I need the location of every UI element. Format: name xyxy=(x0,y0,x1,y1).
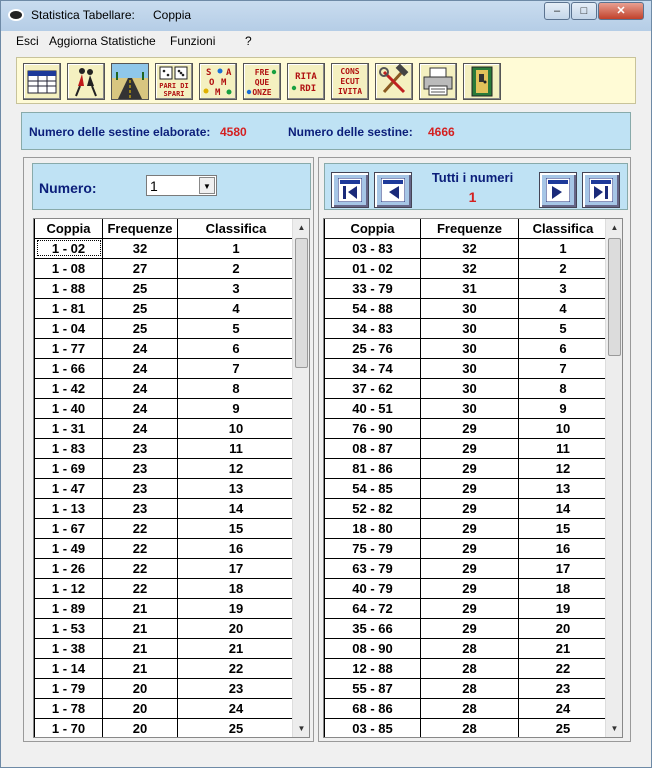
table-row[interactable] xyxy=(35,398,295,418)
cell-classifica[interactable]: 5 xyxy=(178,318,295,338)
cell-classifica[interactable]: 21 xyxy=(519,638,608,658)
svg-text:M: M xyxy=(215,88,221,98)
cell-coppia[interactable]: 1 - 83 xyxy=(35,438,103,458)
cell-classifica[interactable]: 24 xyxy=(178,698,295,718)
minimize-button[interactable]: – xyxy=(544,2,570,20)
cell-frequenze[interactable]: 20 xyxy=(103,718,178,738)
table-row[interactable] xyxy=(35,518,295,538)
cell-frequenze[interactable]: 29 xyxy=(421,458,519,478)
table-row[interactable] xyxy=(35,698,295,718)
scroll-up-icon[interactable]: ▲ xyxy=(610,223,619,232)
cell-coppia[interactable]: 40 - 79 xyxy=(325,578,421,598)
cell-frequenze[interactable]: 29 xyxy=(421,478,519,498)
table-row[interactable] xyxy=(325,638,608,658)
menu-aggiorna-statistiche[interactable]: Aggiorna Statistiche xyxy=(49,34,156,48)
cell-coppia[interactable]: 33 - 79 xyxy=(325,278,421,298)
last-page-icon xyxy=(589,178,613,202)
cell-frequenze[interactable]: 29 xyxy=(421,558,519,578)
cell-frequenze[interactable]: 22 xyxy=(103,518,178,538)
table-row[interactable] xyxy=(35,538,295,558)
cell-coppia[interactable]: 54 - 88 xyxy=(325,298,421,318)
table-row[interactable] xyxy=(325,358,608,378)
cell-classifica[interactable]: 23 xyxy=(519,678,608,698)
cell-classifica[interactable]: 4 xyxy=(519,298,608,318)
elaborate-value: 4580 xyxy=(220,125,247,139)
cell-classifica[interactable]: 22 xyxy=(519,658,608,678)
cell-classifica[interactable]: 22 xyxy=(178,658,295,678)
cell-coppia[interactable]: 75 - 79 xyxy=(325,538,421,558)
table-row[interactable] xyxy=(325,338,608,358)
cell-coppia[interactable]: 64 - 72 xyxy=(325,598,421,618)
frequenze-tool[interactable] xyxy=(243,63,281,100)
table-row[interactable] xyxy=(325,278,608,298)
cell-classifica[interactable]: 10 xyxy=(178,418,295,438)
table-row[interactable] xyxy=(325,378,608,398)
cell-classifica[interactable]: 6 xyxy=(519,338,608,358)
cell-frequenze[interactable]: 25 xyxy=(103,298,178,318)
cell-frequenze[interactable]: 25 xyxy=(103,278,178,298)
cell-coppia[interactable]: 1 - 67 xyxy=(35,518,103,538)
cell-classifica[interactable]: 17 xyxy=(519,558,608,578)
left-grid xyxy=(33,218,310,738)
cell-coppia[interactable]: 1 - 70 xyxy=(35,718,103,738)
numero-box xyxy=(32,163,311,210)
first-button[interactable] xyxy=(331,172,369,208)
dancers-icon xyxy=(68,64,104,99)
table-row[interactable] xyxy=(325,538,608,558)
cell-coppia[interactable]: 54 - 85 xyxy=(325,478,421,498)
nav-title: Tutti i numeri xyxy=(431,170,514,185)
door-exit-icon xyxy=(464,64,500,99)
table-row[interactable] xyxy=(35,578,295,598)
cell-frequenze[interactable]: 28 xyxy=(421,698,519,718)
scroll-thumb[interactable] xyxy=(295,238,308,368)
cell-coppia[interactable]: 08 - 87 xyxy=(325,438,421,458)
svg-text:S: S xyxy=(206,68,212,78)
column-header-coppia[interactable]: Coppia xyxy=(35,219,103,238)
cell-coppia[interactable]: 1 - 77 xyxy=(35,338,103,358)
toolbar xyxy=(16,57,636,104)
cell-coppia[interactable]: 34 - 83 xyxy=(325,318,421,338)
cell-frequenze[interactable]: 24 xyxy=(103,378,178,398)
scroll-down-icon[interactable]: ▼ xyxy=(610,724,619,733)
cell-classifica[interactable]: 24 xyxy=(519,698,608,718)
svg-text:O: O xyxy=(209,78,215,88)
cell-classifica[interactable]: 2 xyxy=(178,258,295,278)
cell-coppia[interactable]: 03 - 85 xyxy=(325,718,421,738)
cell-frequenze[interactable]: 30 xyxy=(421,398,519,418)
cell-coppia[interactable]: 68 - 86 xyxy=(325,698,421,718)
cell-coppia[interactable]: 40 - 51 xyxy=(325,398,421,418)
cell-coppia[interactable]: 35 - 66 xyxy=(325,618,421,638)
cell-classifica[interactable]: 17 xyxy=(178,558,295,578)
right-panel xyxy=(318,157,631,742)
numero-select[interactable] xyxy=(146,175,217,196)
cell-frequenze[interactable]: 29 xyxy=(421,598,519,618)
cell-frequenze[interactable]: 21 xyxy=(103,618,178,638)
cell-coppia[interactable]: 1 - 26 xyxy=(35,558,103,578)
column-header-frequenze[interactable]: Frequenze xyxy=(421,219,519,238)
table-row[interactable] xyxy=(325,678,608,698)
cell-frequenze[interactable]: 25 xyxy=(103,318,178,338)
table-row[interactable] xyxy=(325,258,608,278)
cell-coppia[interactable]: 1 - 79 xyxy=(35,678,103,698)
first-page-icon xyxy=(338,178,362,202)
cell-classifica[interactable]: 18 xyxy=(519,578,608,598)
table-row[interactable] xyxy=(35,338,295,358)
print-tool[interactable] xyxy=(419,63,457,100)
cell-frequenze[interactable]: 30 xyxy=(421,318,519,338)
table-row[interactable] xyxy=(325,718,608,738)
svg-text:IVITA: IVITA xyxy=(337,87,363,96)
cell-classifica[interactable]: 15 xyxy=(519,518,608,538)
cell-coppia[interactable]: 1 - 47 xyxy=(35,478,103,498)
cell-coppia[interactable]: 1 - 38 xyxy=(35,638,103,658)
cell-frequenze[interactable]: 32 xyxy=(421,238,519,258)
cell-frequenze[interactable]: 29 xyxy=(421,438,519,458)
table-row[interactable] xyxy=(325,558,608,578)
cell-classifica[interactable]: 1 xyxy=(178,238,295,258)
table-row[interactable] xyxy=(325,458,608,478)
sestine-value: 4666 xyxy=(428,125,455,139)
ritardi-icon xyxy=(288,64,324,99)
table-row[interactable] xyxy=(325,438,608,458)
table-row[interactable] xyxy=(325,598,608,618)
cell-classifica[interactable]: 13 xyxy=(519,478,608,498)
frequenze-icon xyxy=(244,64,280,99)
cell-frequenze[interactable]: 23 xyxy=(103,478,178,498)
cell-classifica[interactable]: 2 xyxy=(519,258,608,278)
next-icon xyxy=(546,178,570,202)
column-header-frequenze[interactable]: Frequenze xyxy=(103,219,178,238)
cell-frequenze[interactable]: 30 xyxy=(421,358,519,378)
consecutivita-tool[interactable] xyxy=(331,63,369,100)
cell-coppia[interactable]: 1 - 42 xyxy=(35,378,103,398)
cell-classifica[interactable]: 19 xyxy=(519,598,608,618)
numero-label: Numero: xyxy=(39,180,97,196)
cell-frequenze[interactable]: 28 xyxy=(421,678,519,698)
table-row[interactable] xyxy=(35,418,295,438)
previous-button[interactable] xyxy=(374,172,412,208)
table-row[interactable] xyxy=(325,398,608,418)
scroll-thumb[interactable] xyxy=(608,238,621,356)
cell-classifica[interactable]: 7 xyxy=(178,358,295,378)
cell-coppia[interactable]: 1 - 53 xyxy=(35,618,103,638)
cell-frequenze[interactable]: 23 xyxy=(103,458,178,478)
cell-frequenze[interactable]: 24 xyxy=(103,398,178,418)
cell-frequenze[interactable]: 22 xyxy=(103,578,178,598)
table-row[interactable] xyxy=(35,638,295,658)
cell-frequenze[interactable]: 32 xyxy=(421,258,519,278)
road-icon xyxy=(112,64,148,99)
somma-tool[interactable] xyxy=(199,63,237,100)
cell-coppia[interactable]: 1 - 40 xyxy=(35,398,103,418)
cell-classifica[interactable]: 10 xyxy=(519,418,608,438)
table-row[interactable] xyxy=(35,238,295,258)
scroll-up-icon[interactable]: ▲ xyxy=(297,223,306,232)
cell-classifica[interactable]: 25 xyxy=(178,718,295,738)
menu-esci[interactable]: Esci xyxy=(16,34,39,48)
nav-box xyxy=(324,163,628,210)
cell-coppia[interactable]: 76 - 90 xyxy=(325,418,421,438)
cell-frequenze[interactable]: 28 xyxy=(421,638,519,658)
cell-frequenze[interactable]: 28 xyxy=(421,718,519,738)
cell-classifica[interactable]: 4 xyxy=(178,298,295,318)
table-row[interactable] xyxy=(35,498,295,518)
svg-text:ONZE: ONZE xyxy=(252,88,272,97)
cell-frequenze[interactable]: 24 xyxy=(103,418,178,438)
cell-coppia[interactable]: 1 - 08 xyxy=(35,258,103,278)
cell-coppia[interactable]: 1 - 66 xyxy=(35,358,103,378)
svg-text:FRE: FRE xyxy=(254,68,270,77)
table-row[interactable] xyxy=(35,618,295,638)
table-row[interactable] xyxy=(35,438,295,458)
cell-frequenze[interactable]: 23 xyxy=(103,438,178,458)
close-button[interactable]: ✕ xyxy=(598,2,644,20)
cell-classifica[interactable]: 12 xyxy=(178,458,295,478)
table-row[interactable] xyxy=(35,318,295,338)
cell-coppia[interactable]: 63 - 79 xyxy=(325,558,421,578)
dance-tool[interactable] xyxy=(67,63,105,100)
cell-coppia[interactable]: 34 - 74 xyxy=(325,358,421,378)
cell-coppia[interactable]: 1 - 78 xyxy=(35,698,103,718)
table-row[interactable] xyxy=(325,618,608,638)
hammer-wrench-icon xyxy=(376,64,412,99)
cell-coppia[interactable]: 08 - 90 xyxy=(325,638,421,658)
table-row[interactable] xyxy=(35,458,295,478)
cell-coppia[interactable]: 12 - 88 xyxy=(325,658,421,678)
cell-frequenze[interactable]: 21 xyxy=(103,638,178,658)
info-bar xyxy=(21,112,631,150)
cell-classifica[interactable]: 20 xyxy=(178,618,295,638)
app-eye-icon xyxy=(8,9,24,21)
table-row[interactable] xyxy=(325,318,608,338)
column-header-classifica[interactable]: Classifica xyxy=(178,219,295,238)
table-tool[interactable] xyxy=(23,63,61,100)
table-row[interactable] xyxy=(35,358,295,378)
cell-coppia[interactable]: 1 - 12 xyxy=(35,578,103,598)
table-row[interactable] xyxy=(35,378,295,398)
svg-text:RITA: RITA xyxy=(295,72,317,82)
table-row[interactable] xyxy=(325,498,608,518)
svg-text:PARI DI: PARI DI xyxy=(159,82,189,90)
road-tool[interactable] xyxy=(111,63,149,100)
cell-coppia[interactable]: 1 - 02 xyxy=(35,238,103,258)
cell-frequenze[interactable]: 27 xyxy=(103,258,178,278)
cell-classifica[interactable]: 20 xyxy=(519,618,608,638)
cell-frequenze[interactable]: 23 xyxy=(103,498,178,518)
table-icon xyxy=(24,64,60,99)
cell-coppia[interactable]: 1 - 81 xyxy=(35,298,103,318)
cell-classifica[interactable]: 1 xyxy=(519,238,608,258)
table-row[interactable] xyxy=(325,298,608,318)
cell-classifica[interactable]: 14 xyxy=(519,498,608,518)
cell-coppia[interactable]: 18 - 80 xyxy=(325,518,421,538)
cell-classifica[interactable]: 9 xyxy=(519,398,608,418)
table-row[interactable] xyxy=(325,418,608,438)
table-row[interactable] xyxy=(35,298,295,318)
table-row[interactable] xyxy=(35,278,295,298)
printer-icon xyxy=(420,64,456,99)
cell-classifica[interactable]: 16 xyxy=(178,538,295,558)
cell-coppia[interactable]: 81 - 86 xyxy=(325,458,421,478)
left-panel xyxy=(23,157,314,742)
cell-classifica[interactable]: 3 xyxy=(178,278,295,298)
table-row[interactable] xyxy=(325,578,608,598)
cell-frequenze[interactable]: 29 xyxy=(421,418,519,438)
cell-classifica[interactable]: 11 xyxy=(178,438,295,458)
svg-text:M: M xyxy=(221,78,227,88)
menu-funzioni[interactable]: Funzioni xyxy=(170,34,216,48)
table-row[interactable] xyxy=(325,478,608,498)
cell-coppia[interactable]: 1 - 31 xyxy=(35,418,103,438)
next-button[interactable] xyxy=(539,172,577,208)
window-title: Statistica Tabellare: xyxy=(31,8,135,22)
cell-classifica[interactable]: 7 xyxy=(519,358,608,378)
cell-coppia[interactable]: 1 - 04 xyxy=(35,318,103,338)
cell-classifica[interactable]: 21 xyxy=(178,638,295,658)
svg-text:RDI: RDI xyxy=(299,84,317,94)
table-row[interactable] xyxy=(35,678,295,698)
cell-frequenze[interactable]: 29 xyxy=(421,518,519,538)
cell-coppia[interactable]: 55 - 87 xyxy=(325,678,421,698)
cell-classifica[interactable]: 8 xyxy=(178,378,295,398)
consecutivita-icon xyxy=(332,64,368,99)
table-row[interactable] xyxy=(35,558,295,578)
table-row[interactable] xyxy=(35,658,295,678)
svg-text:A: A xyxy=(226,68,232,78)
chevron-down-icon[interactable]: ▼ xyxy=(199,177,215,194)
cell-classifica[interactable]: 5 xyxy=(519,318,608,338)
cell-frequenze[interactable]: 32 xyxy=(103,238,178,258)
cell-classifica[interactable]: 25 xyxy=(519,718,608,738)
table-row[interactable] xyxy=(35,478,295,498)
cell-classifica[interactable]: 15 xyxy=(178,518,295,538)
right-grid xyxy=(323,218,623,738)
cell-classifica[interactable]: 11 xyxy=(519,438,608,458)
table-row[interactable] xyxy=(325,698,608,718)
last-button[interactable] xyxy=(582,172,620,208)
cell-classifica[interactable]: 3 xyxy=(519,278,608,298)
elaborate-label: Numero delle sestine elaborate: xyxy=(29,125,211,139)
menu-bar xyxy=(7,31,647,51)
cell-frequenze[interactable]: 21 xyxy=(103,598,178,618)
table-row[interactable] xyxy=(325,658,608,678)
cell-classifica[interactable]: 6 xyxy=(178,338,295,358)
table-row[interactable] xyxy=(325,238,608,258)
cell-classifica[interactable]: 16 xyxy=(519,538,608,558)
cell-frequenze[interactable]: 30 xyxy=(421,338,519,358)
cell-frequenze[interactable]: 20 xyxy=(103,678,178,698)
cell-frequenze[interactable]: 24 xyxy=(103,338,178,358)
title-bar xyxy=(1,1,651,31)
cell-frequenze[interactable]: 21 xyxy=(103,658,178,678)
cell-coppia[interactable]: 37 - 62 xyxy=(325,378,421,398)
sestine-label: Numero delle sestine: xyxy=(288,125,413,139)
numero-value: 1 xyxy=(150,178,158,194)
cell-frequenze[interactable]: 20 xyxy=(103,698,178,718)
svg-text:QUE: QUE xyxy=(254,78,270,87)
cell-frequenze[interactable]: 30 xyxy=(421,378,519,398)
cell-frequenze[interactable]: 29 xyxy=(421,538,519,558)
table-row[interactable] xyxy=(325,518,608,538)
cell-frequenze[interactable]: 31 xyxy=(421,278,519,298)
table-row[interactable] xyxy=(35,258,295,278)
svg-text:CONS: CONS xyxy=(340,67,360,76)
somma-icon xyxy=(200,64,236,99)
cell-coppia[interactable]: 1 - 88 xyxy=(35,278,103,298)
cell-frequenze[interactable]: 22 xyxy=(103,558,178,578)
cell-coppia[interactable]: 1 - 13 xyxy=(35,498,103,518)
previous-icon xyxy=(381,178,405,202)
cell-frequenze[interactable]: 29 xyxy=(421,618,519,638)
cell-classifica[interactable]: 12 xyxy=(519,458,608,478)
cell-classifica[interactable]: 18 xyxy=(178,578,295,598)
cell-coppia[interactable]: 1 - 14 xyxy=(35,658,103,678)
cell-coppia[interactable]: 1 - 69 xyxy=(35,458,103,478)
cell-frequenze[interactable]: 24 xyxy=(103,358,178,378)
cell-coppia[interactable]: 1 - 89 xyxy=(35,598,103,618)
column-header-coppia[interactable]: Coppia xyxy=(325,219,421,238)
column-header-classifica[interactable]: Classifica xyxy=(519,219,608,238)
nav-value: 1 xyxy=(468,189,477,205)
cell-classifica[interactable]: 23 xyxy=(178,678,295,698)
scroll-down-icon[interactable]: ▼ xyxy=(297,724,306,733)
cell-coppia[interactable]: 03 - 83 xyxy=(325,238,421,258)
cell-classifica[interactable]: 13 xyxy=(178,478,295,498)
ritardi-tool[interactable] xyxy=(287,63,325,100)
cell-coppia[interactable]: 25 - 76 xyxy=(325,338,421,358)
cell-frequenze[interactable]: 29 xyxy=(421,498,519,518)
maximize-button[interactable]: □ xyxy=(571,2,597,20)
exit-tool[interactable] xyxy=(463,63,501,100)
cell-classifica[interactable]: 9 xyxy=(178,398,295,418)
svg-text:ECUT: ECUT xyxy=(340,77,360,86)
cell-frequenze[interactable]: 29 xyxy=(421,578,519,598)
svg-text:SPARI: SPARI xyxy=(163,90,185,98)
cell-classifica[interactable]: 8 xyxy=(519,378,608,398)
tools-tool[interactable] xyxy=(375,63,413,100)
dice-icon xyxy=(156,64,192,99)
pari-dispari-tool[interactable] xyxy=(155,63,193,100)
table-row[interactable] xyxy=(35,598,295,618)
cell-classifica[interactable]: 19 xyxy=(178,598,295,618)
cell-coppia[interactable]: 1 - 49 xyxy=(35,538,103,558)
cell-frequenze[interactable]: 22 xyxy=(103,538,178,558)
cell-classifica[interactable]: 14 xyxy=(178,498,295,518)
table-row[interactable] xyxy=(35,718,295,738)
cell-coppia[interactable]: 01 - 02 xyxy=(325,258,421,278)
menu-help[interactable]: ? xyxy=(245,34,252,48)
cell-frequenze[interactable]: 28 xyxy=(421,658,519,678)
left-scrollbar[interactable] xyxy=(292,219,309,737)
cell-coppia[interactable]: 52 - 82 xyxy=(325,498,421,518)
window-subtitle: Coppia xyxy=(153,8,192,22)
cell-frequenze[interactable]: 30 xyxy=(421,298,519,318)
right-scrollbar[interactable] xyxy=(605,219,622,737)
